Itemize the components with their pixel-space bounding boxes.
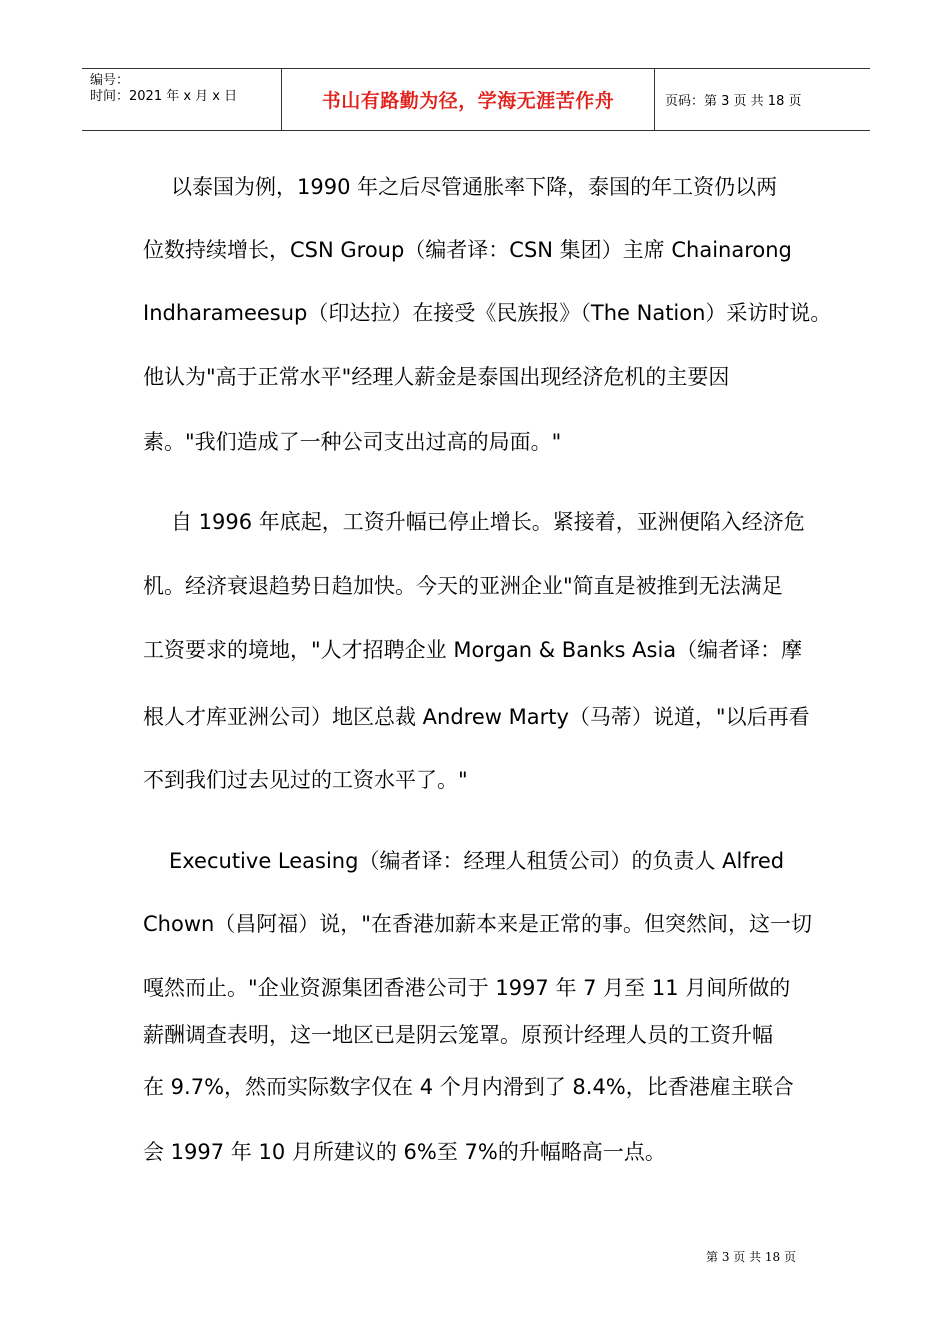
page-footer: 第 3 页 共 18 页 — [706, 1250, 796, 1264]
header-motto-cell — [282, 69, 655, 130]
body-line: 薪酬调查表明，这一地区已是阴云笼罩。原预计经理人员的工资升幅 — [143, 1023, 773, 1047]
body-line: 嘎然而止。"企业资源集团香港公司于 1997 年 7 月至 11 月间所做的 — [143, 976, 791, 1000]
body-line: 位数持续增长，CSN Group（编者译：CSN 集团）主席 Chainarong — [143, 238, 792, 262]
body-line: 会 1997 年 10 月所建议的 6%至 7%的升幅略高一点。 — [143, 1140, 666, 1164]
header-motto: 书山有路勤为径，学海无涯苦作舟 — [321, 90, 615, 112]
body-line: 以泰国为例，1990 年之后尽管通胀率下降，泰国的年工资仍以两 — [171, 175, 778, 199]
body-line: 自 1996 年底起，工资升幅已停止增长。紧接着，亚洲便陷入经济危 — [171, 510, 805, 534]
body-line: 他认为"高于正常水平"经理人薪金是泰国出现经济危机的主要因 — [143, 365, 730, 389]
header-page-info-cell — [655, 69, 870, 130]
header-meta — [82, 69, 282, 130]
body-line: 在 9.7%，然而实际数字仅在 4 个月内滑到了 8.4%，比香港雇主联合 — [143, 1075, 794, 1099]
document-date-label: 时间：2021 年 x 月 x 日 — [90, 89, 238, 104]
body-line: Indharameesup（印达拉）在接受《民族报》（The Nation）采访时说。 — [143, 301, 832, 325]
body-line: Chown（昌阿福）说，"在香港加薪本来是正常的事。但突然间，这一切 — [143, 912, 812, 936]
header-page-info: 页码：第 3 页 共 18 页 — [665, 94, 802, 109]
body-line: 工资要求的境地，"人才招聘企业 Morgan & Banks Asia（编者译：摩 — [143, 638, 803, 662]
page-header — [82, 68, 870, 131]
body-line: 根人才库亚洲公司）地区总裁 Andrew Marty（马蒂）说道，"以后再看 — [143, 705, 810, 729]
body-line: Executive Leasing（编者译：经理人租赁公司）的负责人 Alfred — [169, 849, 785, 873]
body-line: 不到我们过去见过的工资水平了。" — [143, 768, 468, 792]
document-number-label: 编号： — [90, 73, 130, 88]
body-line: 素。"我们造成了一种公司支出过高的局面。" — [143, 430, 562, 454]
body-line: 机。经济衰退趋势日趋加快。今天的亚洲企业"简直是被推到无法满足 — [143, 574, 783, 598]
